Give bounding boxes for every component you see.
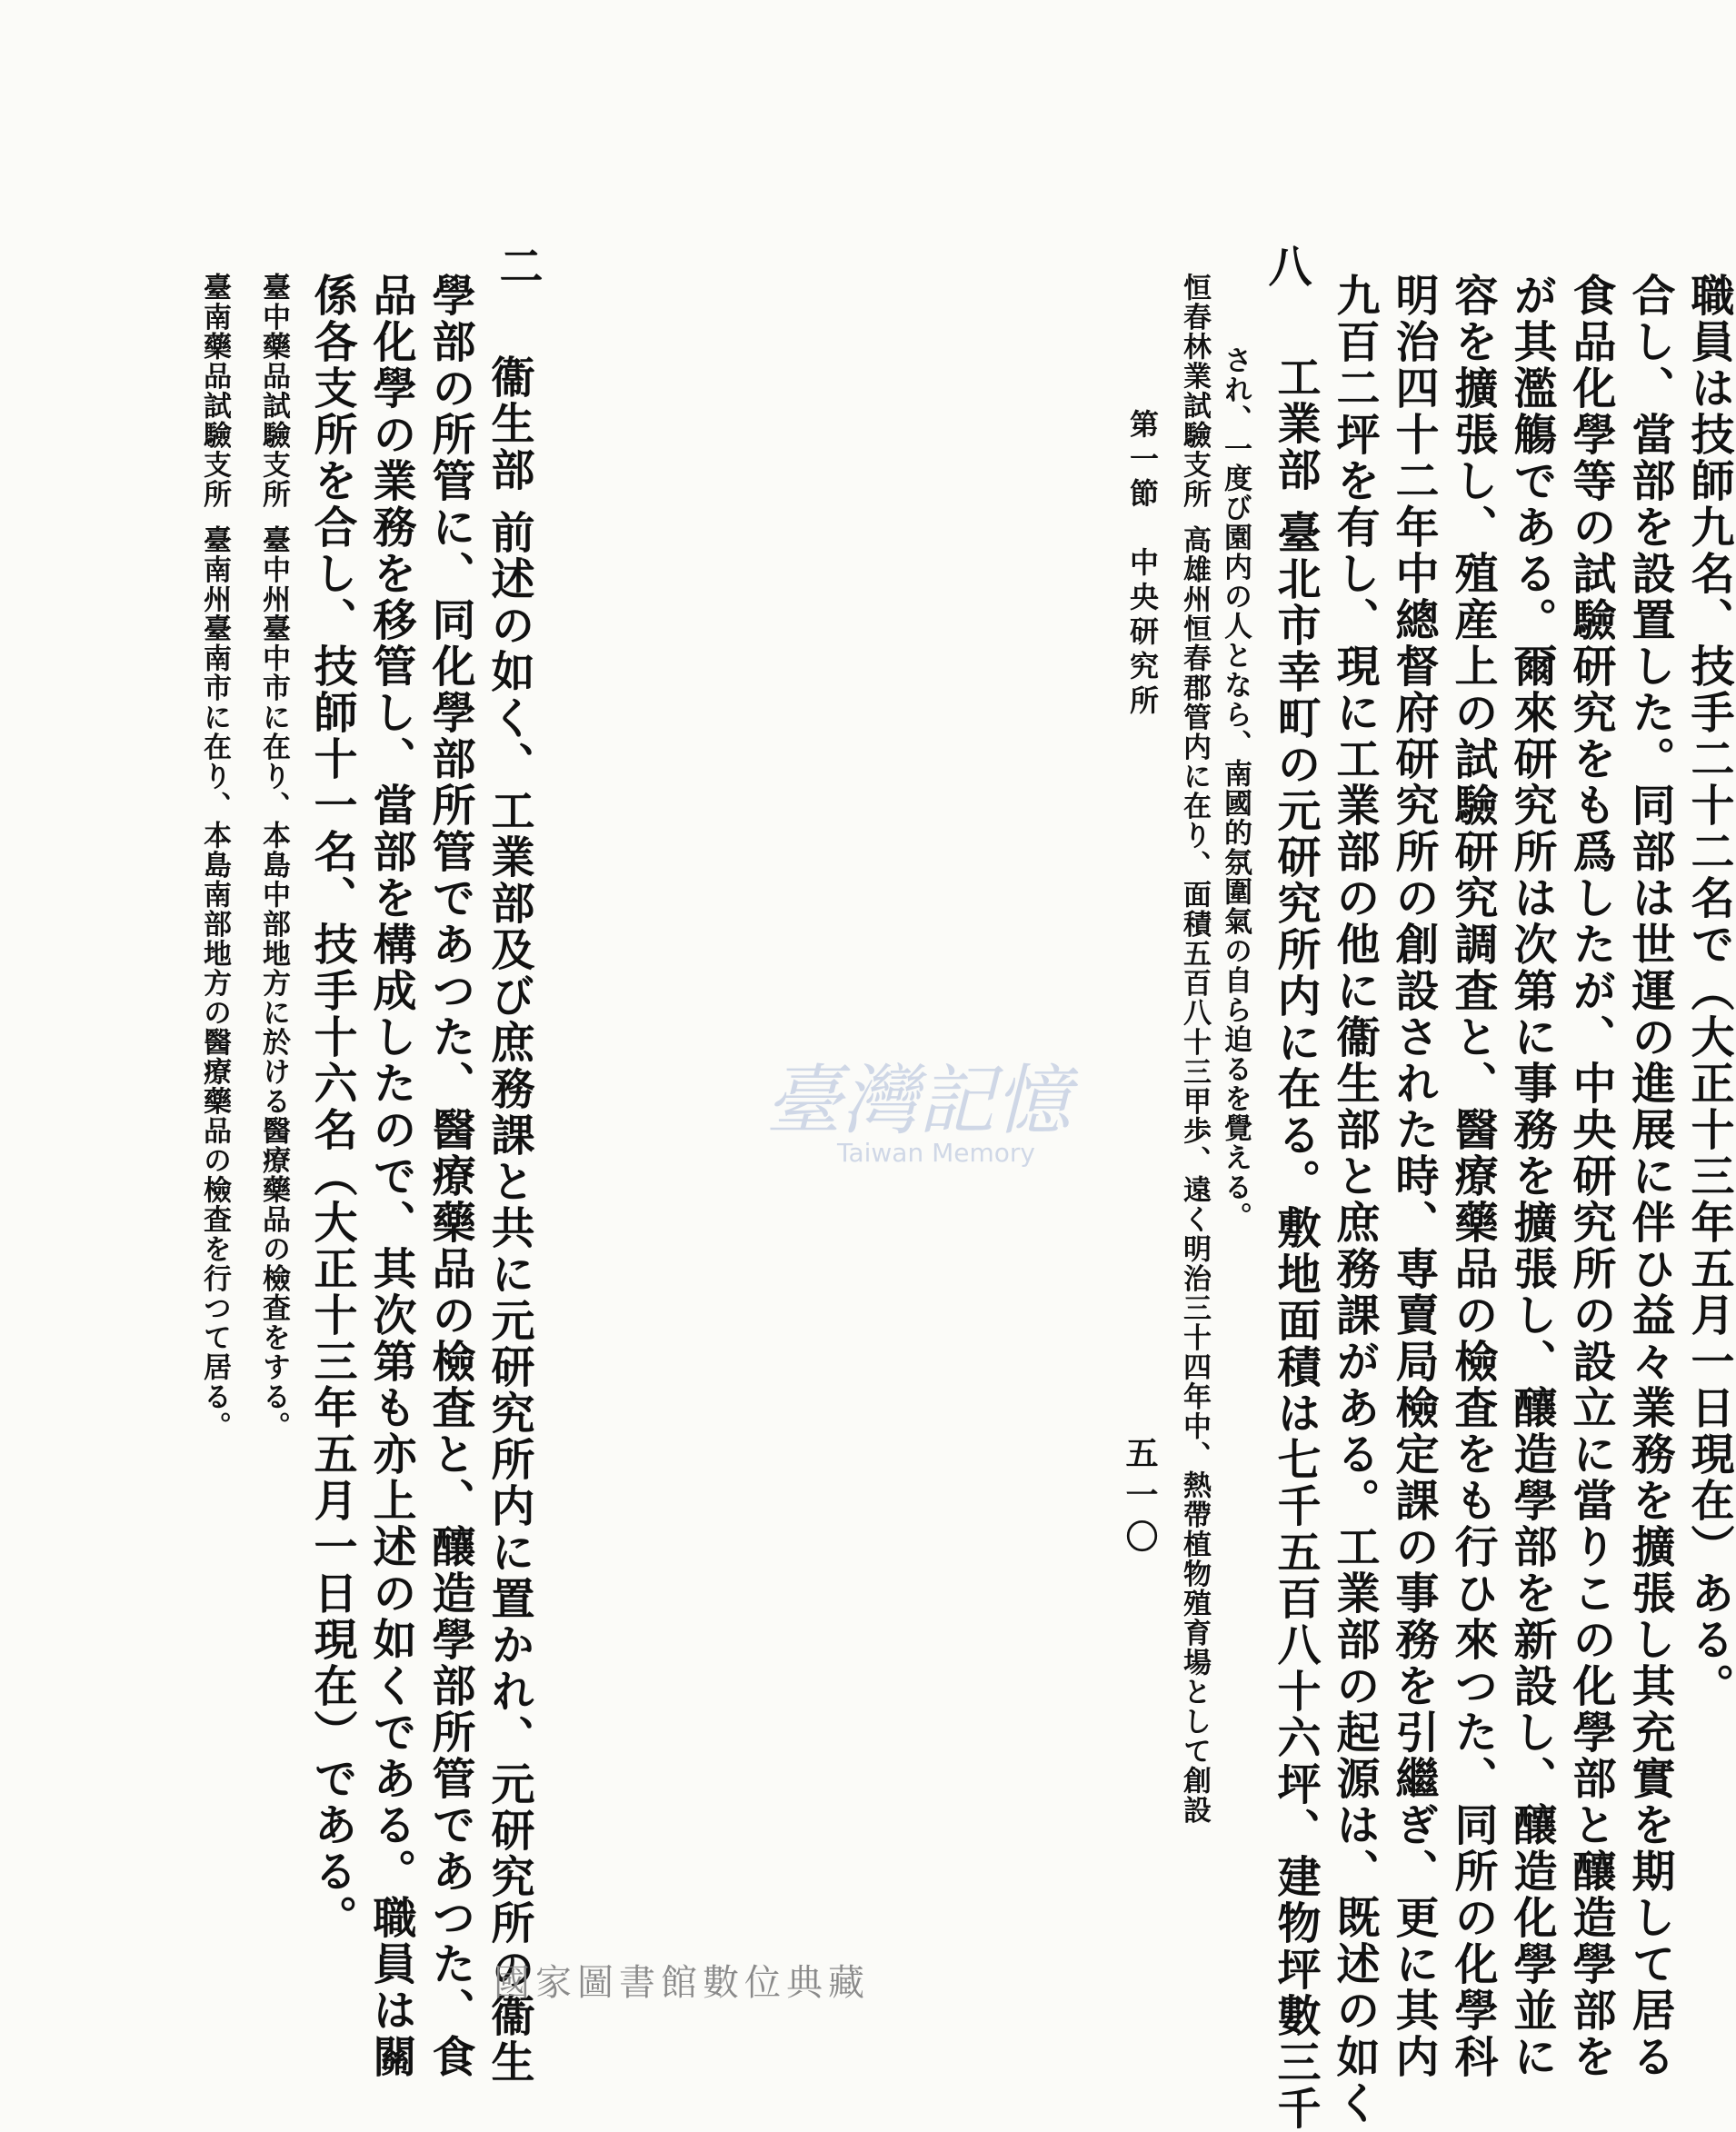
eisei-term: 衞生部 (484, 354, 534, 493)
tainan-line (195, 273, 234, 1441)
taiwan-memory-watermark (700, 1045, 1136, 1172)
eisei-text-1: 前述の如く、工業部及び庶務課と共に元研究所内に置かれ、元研究所の衞生 (484, 510, 534, 2086)
koshun-line-1 (1175, 273, 1213, 1825)
kogyo-term: 工業部 (1270, 354, 1321, 493)
taichu-text: 臺中州臺中市に在り、本島中部地方に於ける醫療藥品の檢査をする。 (257, 525, 290, 1441)
kogyo-line-2: 九百二坪を有し、現に工業部の他に衞生部と庶務課がある。工業部の起源は、既述の如く (1329, 273, 1380, 2127)
taichu-line (254, 273, 293, 1441)
section-marker-kogyo: 八 (1261, 244, 1312, 287)
eisei-line-4: 係各支所を合し、技師十一名、技手十六名（大正十三年五月一日現在）である。 (306, 273, 357, 1941)
watermark-main-text: 臺灣記憶 (764, 1056, 1072, 1145)
tainan-term: 臺南藥品試驗支所 (198, 273, 231, 509)
koshun-term: 恒春林業試驗支所 (1178, 273, 1211, 509)
kogyo-line-1 (1268, 354, 1322, 2132)
kogyo-line-8: 職員は技師九名、技手二十二名で（大正十三年五月一日現在）ある。 (1683, 273, 1734, 1709)
watermark-sub-text: Taiwan Memory (837, 1138, 1035, 1168)
section-marker-eisei: 二 (492, 244, 543, 287)
tainan-text: 臺南州臺南市に在り、本島南部地方の醫療藥品の檢査を行つて居る。 (198, 525, 231, 1441)
eisei-line-3: 品化學の業務を移管し、當部を構成したので、其次第も亦上述の如くである。職員は關 (365, 273, 416, 2080)
section-title: 第一節 中央研究所 (1125, 409, 1160, 720)
koshun-line-2: され、一度び園内の人となら、南國的氛圍氣の自ら迫るを覺える。 (1219, 345, 1252, 1231)
kogyo-line-7: 合し、當部を設置した。同部は世運の進展に伴ひ益々業務を擴張し其充實を期して居る (1624, 273, 1675, 2080)
kogyo-line-3: 明治四十二年中總督府研究所の創設された時、専賣局檢定課の事務を引繼ぎ、更に其内 (1388, 273, 1439, 2080)
kogyo-line-4: 容を擴張し、殖産上の試驗研究調査と、醫療藥品の檢査をも行ひ來つた、同所の化學科 (1447, 273, 1498, 2080)
taichu-term: 臺中藥品試驗支所 (257, 273, 290, 509)
koshun-text-1: 高雄州恒春郡管内に在り、面積五百八十三甲歩、遠く明治三十四年中、熱帶植物殖育場として創設 (1178, 525, 1211, 1825)
library-footer: 國家圖書館數位典藏 (494, 1962, 870, 2004)
eisei-line-1 (482, 354, 536, 2086)
kogyo-line-5: が其濫觴である。爾來研究所は次第に事務を擴張し、釀造學部を新設し、釀造化學並に (1506, 273, 1557, 2080)
kogyo-text-1: 臺北市幸町の元研究所内に在る。敷地面積は七千五百八十六坪、建物坪數三千 (1270, 510, 1321, 2132)
eisei-line-2: 學部の所管に、同化學部所管であつた、醫療藥品の檢査と、釀造學部所管であつた、食 (424, 273, 475, 2080)
page-number: 五一〇 (1121, 1436, 1159, 1561)
kogyo-line-6: 食品化學等の試驗研究をも爲したが、中央研究所の設立に當りこの化學部と釀造學部を (1565, 273, 1616, 2080)
